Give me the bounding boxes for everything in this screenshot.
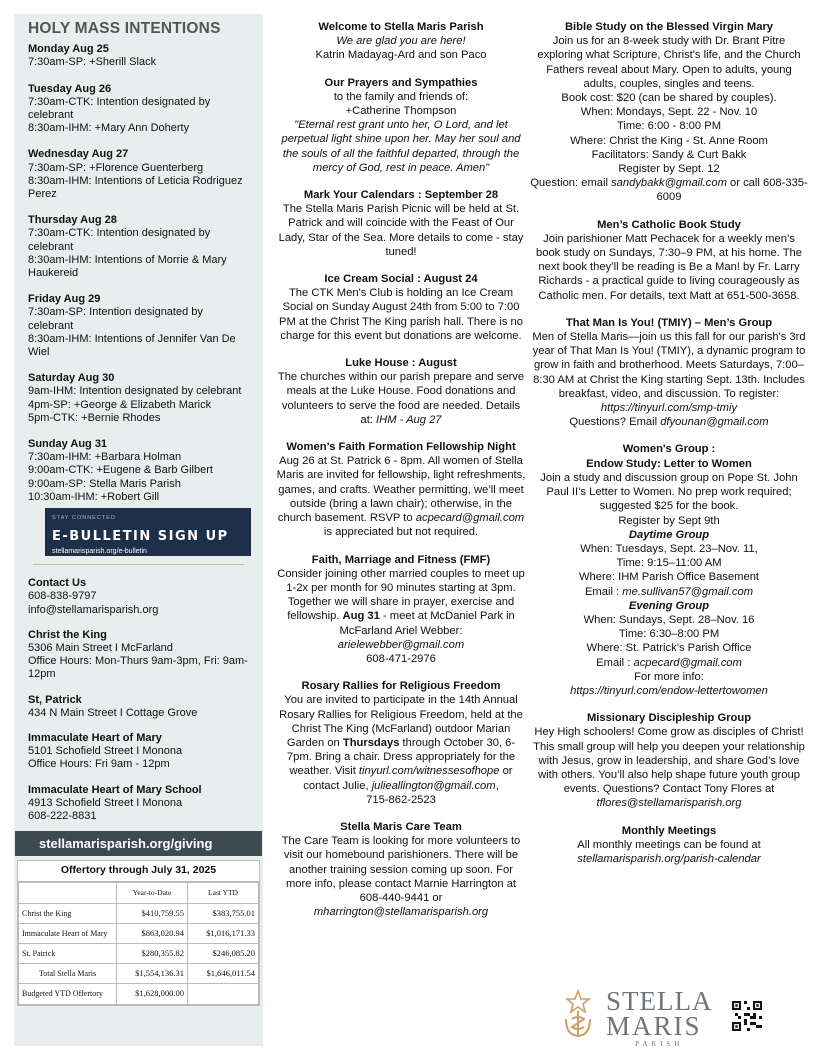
rosary-section [276,679,526,807]
section-heading: Luke House : August [345,357,457,370]
evening-group-heading: Evening Group [628,599,710,612]
rsvp-email[interactable]: acpecard@gmail.com [415,512,525,525]
day-title: Tuesday Aug 26 [28,82,112,95]
section-heading: Men’s Catholic Book Study [597,218,741,231]
deceased-name: +Catherine Thompson [345,105,457,118]
where: Where: IHM Parish Office Basement [578,571,760,584]
contact-title: Contact Us [28,577,87,590]
section-heading: Our Prayers and Sympathies [324,76,478,89]
sidebar [14,14,263,1046]
section-body: The CTK Men's Club is holding an Ice Cream Social on Sunday August 24th from 5:00 to 7:00 PM at the Christ The King parish hall. There is no charge for this event but donations are welcome. [279,287,523,342]
offertory-table-box [17,860,260,1005]
table-cell: Immaculate Heart of Mary [19,923,117,943]
body-text: is appreciated but not required. [323,526,479,539]
email-line [530,656,808,670]
where: Where: St. Patrick’s Parish Office [586,642,752,655]
prayers-text: to the family and friends of: [333,90,469,103]
mens-book-study-section [530,218,808,303]
table-cell: $863,020.94 [117,923,188,943]
day-thursday [28,214,249,280]
body-text: Consider joining other married couples to meet up 1-2x per month for 90 minutes starting at 3pm. Together we will share in prayer, exercise and fellowship. [277,567,525,623]
logo-line: MARIS [606,1011,702,1041]
section-heading: Faith, Marriage and Fitness (FMF) [311,553,491,566]
day-saturday [28,372,249,425]
contact-line: 5306 Main Street I McFarland [28,641,173,654]
day-title: Monday Aug 25 [28,43,109,56]
table-cell: St. Patrick [19,943,117,963]
logo-wordmark [606,986,713,1048]
column-header [19,883,117,903]
contact-us [28,577,249,617]
table-cell: $1,628,000.00 [117,984,188,1004]
luke-house-section [276,356,526,427]
day-friday [28,293,249,359]
contact-christ-the-king [28,629,249,682]
section-heading: Mark Your Calendars : September 28 [303,189,499,202]
section-body: You are invited to participate in the 14th Annual Rosary Rallies for Religious Freedom, held at the Christ The King (McFarland) outdoor Marian Garden on Thursdays through October 30, 6-7pm. Bring a chair. Dress appropriately for the weather. Visit tinyurl.com/witnessesofhope or contact Julie, julieallington@gmail.com, [279,694,523,792]
table-cell: $1,646,011.54 [188,964,259,984]
offertory-table [18,882,259,1004]
register-by: Register by Sept. 12 [618,163,720,176]
right-column [530,20,808,879]
contact-ihm [28,732,249,772]
banner-url: stellamarisparish.org/e-bulletin [52,547,147,555]
section-body: Join parishioner Matt Pechacek for a weekly men’s book study on Sundays, 7:30–9 PM, at his home. The next book they’ll be reading is Be a Man! by Fr. Larry Richards - a practical guide to living courageously as Catholic men. For details, text Matt at 651-500-3658. [536,232,802,302]
section-body: Hey High schoolers! Come grow as disciples of Christ! This small group will help you deepen your relationship with Jesus, grow in leadership, and share God’s love with others. You’ll also help shape future youth group events. Questions? Contact Tony Flores at [533,726,805,796]
body-text: through October 30, 6-7pm. Bring a chair. Dress appropriately for the weather. Visit [286,736,516,778]
body-text: Question: email [530,177,608,190]
intention: 7:30am-SP: +Florence Guenterberg [28,161,204,174]
calendar-link[interactable]: stellamarisparish.org/parish-calendar [577,852,761,865]
prayers-section [276,76,526,175]
email-label: Email : [584,585,620,598]
contact-email[interactable]: tflores@stellamarisparish.org [596,797,742,810]
intention: 7:30am-CTK: Intention designated by celebrant [28,227,211,253]
day-title: Friday Aug 29 [28,293,101,306]
table-cell: $1,016,171.33 [188,923,259,943]
body-text: Men of Stella Maris—join us this fall for our parish's 3rd year of That Man Is You! (TMIY), a dynamic program to grow in faith and brotherhood. Meets Saturdays, 7:00–8:30 AM at Christ the King starting Sept. 13th. Includes breakfast, video, and discussion. To register: [532,331,806,400]
monthly-meetings-section [530,824,808,867]
contact-email[interactable]: dfyounan@gmail.com [660,416,769,429]
contact-phone[interactable]: 608-838-9797 [28,590,97,603]
body-text: You are invited to participate in the 14th Annual Rosary Rallies for Religious Freedom, held at the Christ The King (McFarland) outdoor Marian Garden on [279,694,523,749]
middle-column [276,20,526,932]
body-text: - meet at McDaniel Park in McFarland Ariel Webber: [339,610,515,637]
section-body [276,454,526,539]
contact-phone: 715-862-2523 [366,793,436,806]
column-header: Last YTD [188,883,259,903]
intention: 10:30am-IHM: +Robert Gill [28,490,160,503]
event-date: Aug 31 [342,610,380,623]
mass-intentions-list [28,43,249,504]
banner-small-text: STAY CONNECTED [52,515,116,522]
contact-line: 434 N Main Street I Cottage Grove [28,706,198,719]
welcome-section [276,20,526,63]
ice-cream-section [276,272,526,343]
divider [33,564,244,565]
table-cell: $383,755.01 [188,903,259,923]
intention: 8:30am-IHM: +Mary Ann Doherty [28,122,190,135]
contact-st-patrick [28,694,249,720]
contact-line: 5101 Schofield Street I Monona [28,745,183,758]
day-title: Sunday Aug 31 [28,438,108,451]
question-line [530,176,808,204]
contact-email[interactable]: acpecard@gmail.com [633,656,742,669]
contact-line: 608-222-8831 [28,809,97,822]
intention: 9:00am-SP: Stella Maris Parish [28,477,181,490]
day-title: Thursday Aug 28 [28,214,117,227]
intention: 9am-IHM: Intention designated by celebrant [28,385,242,398]
qr-code-icon[interactable] [732,1001,762,1031]
mass-intentions-heading: HOLY MASS INTENTIONS [28,20,221,37]
info-link[interactable]: https://tinyurl.com/endow-lettertowomen [570,684,768,697]
star-anchor-emblem-icon [560,989,596,1039]
contact-email[interactable]: julieallington@gmail.com [371,779,496,792]
table-row [19,964,259,984]
parish-logo [560,985,810,1047]
intention: 9:00am-CTK: +Eugene & Barb Gilbert [28,464,213,477]
tmiy-section [530,316,808,430]
question-line [530,415,808,429]
section-heading: Missionary Discipleship Group [586,712,752,725]
section-heading: Stella Maris Care Team [340,820,462,833]
contact-title: Christ the King [28,628,107,641]
intention: 7:30am-SP: Intention designated by celebrant [28,306,203,332]
intention: 7:30am-CTK: Intention designated by celebrant [28,95,211,122]
section-body: The Stella Maris Parish Picnic will be held at St. Patrick and will coincide with the Feast of Our Lady, Star of the Sea. More details to come - stay tuned! [278,203,524,258]
section-heading: Ice Cream Social : August 24 [324,273,478,286]
facilitators: Facilitators: Sandy & Curt Bakk [591,148,747,161]
giving-link-bar[interactable]: stellamarisparish.org/giving [15,831,262,856]
day-tuesday [28,83,249,136]
calendar-section [276,188,526,259]
e-bulletin-signup-banner[interactable] [45,508,251,556]
date-note: IHM - Aug 27 [376,413,442,426]
section-heading: Rosary Rallies for Religious Freedom [301,680,501,693]
banner-title: E-BULLETIN SIGN UP [52,529,229,545]
logo-line: PARISH [635,1040,684,1048]
where: Where: Christ the King - St. Anne Room [570,134,768,147]
welcome-names: Katrin Madayag-Ard and son Paco [315,49,487,62]
register-by: Register by Sept 9th [618,514,720,527]
table-cell: $246,085.20 [188,943,259,963]
contact-email[interactable]: info@stellamarisparish.org [28,603,159,616]
section-heading: Bible Study on the Blessed Virgin Mary [564,21,774,33]
contact-ihm-school [28,784,249,824]
register-link[interactable]: https://tinyurl.com/smp-tmiy [600,402,738,415]
contact-title: Immaculate Heart of Mary [28,731,162,744]
care-team-section [276,820,526,919]
intention: 4pm-SP: +George & Elizabeth Marick [28,398,212,411]
table-row [19,923,259,943]
intention: 7:30am-IHM: +Barbara Holman [28,451,182,464]
section-body: Join a study and discussion group on Pope St. John Paul II’s Letter to Women. No prep work required; suggested $25 for the book. [540,471,798,513]
body-text: Aug 26 at St. Patrick 6 - 8pm. All women of Stella Maris are invited for fellowship, light refreshments, games, and crafts. Weather permitting, we’ll meet outside (bring a lawn chair); otherwise, in the church basement. RSVP to [276,455,526,525]
day-title: Saturday Aug 30 [28,372,115,385]
body-text: The churches within our parish prepare and serve meals at the Luke House. Food donations and volunteers to serve the food are needed. Details at: [277,371,525,426]
contact-email[interactable]: sandybakk@gmail.com [611,177,727,190]
section-heading: Welcome to Stella Maris Parish [318,21,484,33]
section-body: All monthly meetings can be found at [577,838,761,851]
contact-line: Office Hours: Fri 9am - 12pm [28,758,170,771]
intention: 8:30am-IHM: Intentions of Jennifer Van De Wiel [28,332,236,359]
table-row [19,943,259,963]
table-cell [188,984,259,1004]
table-cell: Christ the King [19,903,117,923]
when: When: Sundays, Sept. 28–Nov. 16 [583,613,755,626]
day-wednesday [28,148,249,201]
section-heading: Women’s Faith Formation Fellowship Night [286,441,516,454]
table-row [19,903,259,923]
contact-email[interactable]: mharrington@stellamarisparish.org [313,906,489,919]
endow-section [530,442,808,698]
table-cell: $280,355.82 [117,943,188,963]
website-link[interactable]: tinyurl.com/witnessesofhope [358,765,500,778]
intention: 5pm-CTK: +Bernie Rhodes [28,411,161,424]
contact-line: Office Hours: Mon-Thurs 9am-3pm, Fri: 9am-12pm [28,655,248,681]
contact-line: 4913 Schofield Street I Monona [28,796,183,809]
section-body: Join us for an 8-week study with Dr. Brant Pitre exploring what Scripture, Christ's life, and the Church Fathers reveal about Mary. Open to adults, young adults, couples, singles and teens. [537,35,801,90]
offertory-title: Offertory through July 31, 2025 [18,861,259,882]
book-cost: Book cost: $20 (can be shared by couples). [561,92,777,105]
table-cell: Total Stella Maris [19,964,117,984]
intention: 7:30am-SP: +Sherill Slack [28,56,157,69]
when: When: Mondays, Sept. 22 - Nov. 10 [580,106,758,119]
day-title: Wednesday Aug 27 [28,148,129,161]
section-body [530,330,808,415]
missionary-section [530,711,808,810]
daytime-group-heading: Daytime Group [628,528,710,541]
table-cell: $410,759.55 [117,903,188,923]
more-info: For more info: [634,670,704,683]
contact-phone: 608-471-2976 [366,652,436,665]
body-text: or contact Julie, [303,765,513,792]
email-label: Email : [596,656,631,669]
table-header-row [19,883,259,903]
bible-study-section [530,20,808,205]
table-cell: Budgeted YTD Offertory [19,984,117,1004]
day-monday [28,43,249,69]
table-cell: $1,554,136.31 [117,964,188,984]
intention: 8:30am-IHM: Intentions of Morrie & Mary Haukereid [28,253,227,280]
section-body [276,567,526,652]
contact-email[interactable]: arielewebber@gmail.com [337,638,465,651]
womens-fellowship-section [276,440,526,539]
contact-title: St, Patrick [28,693,82,706]
section-heading: That Man Is You! (TMIY) – Men’s Group [565,316,773,329]
day-sunday [28,438,249,504]
contact-title: Immaculate Heart of Mary School [28,783,202,796]
time: Time: 6:00 - 8:00 PM [616,120,722,133]
welcome-italic: We are glad you are here! [336,35,466,48]
logo-line: STELLA [606,986,713,1016]
section-body [276,370,526,427]
event-day: Thursdays [342,736,400,749]
column-header: Year-to-Date [117,883,188,903]
section-heading: Monthly Meetings [621,824,717,837]
time: Time: 9:15–11:00 AM [616,557,722,570]
section-subheading: Endow Study: Letter to Women [586,457,752,470]
prayer-quote: "Eternal rest grant unto her, O Lord, and let perpetual light shine upon her. May her soul and the souls of all the faithful departed, through the mercy of God, rest in peace. Amen" [281,119,521,174]
contact-email[interactable]: me.sullivan57@gmail.com [622,585,754,598]
body-text: or call 608-335-6009 [656,177,808,204]
fmf-section [276,553,526,667]
table-row [19,984,259,1004]
email-line [530,585,808,599]
section-heading: Women's Group : [622,443,716,456]
body-text: Questions? Email [569,416,658,429]
intention: 8:30am-IHM: Intentions of Leticia Rodriguez Perez [28,174,243,201]
section-body: The Care Team is looking for more volunteers to visit our homebound parishioners. There will be another training session coming up soon. For more info, please contact Marnie Harrington at 608-440-9441 or [281,835,521,904]
when: When: Tuesdays, Sept. 23–Nov. 11, [580,542,758,555]
time: Time: 6:30–8:00 PM [618,628,720,641]
